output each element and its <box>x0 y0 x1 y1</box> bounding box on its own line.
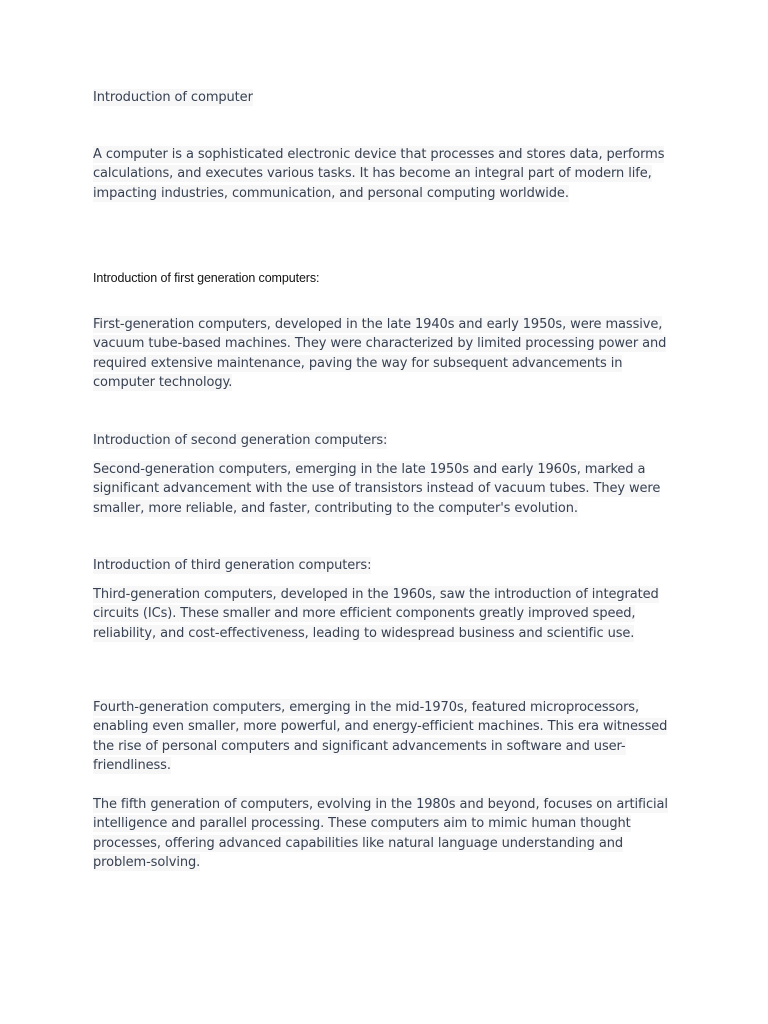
second-generation-paragraph-text: Second-generation computers, emerging in the late 1950s and early 1960s, marked a significant advancement with the use of transistors instead of vacuum tubes. They were smaller, more reliable, and faster, contributing to the computer's evolution. <box>93 462 661 516</box>
fourth-generation-paragraph <box>93 698 678 776</box>
third-generation-heading-text: Introduction of third generation computers: <box>93 558 372 573</box>
intro-paragraph-text: A computer is a sophisticated electronic device that processes and stores data, performs calculations, and executes various tasks. It has become an integral part of modern life, impacting industries, communication, and personal computing worldwide. <box>93 147 665 201</box>
third-generation-paragraph <box>93 585 678 643</box>
document-title-text: Introduction of computer <box>93 90 253 105</box>
second-generation-heading-text: Introduction of second generation computers: <box>93 433 388 448</box>
fourth-generation-paragraph-text: Fourth-generation computers, emerging in the mid-1970s, featured microprocessors, enabling even smaller, more powerful, and energy-efficient machines. This era witnessed the rise of personal computers and significant advancements in software and user-friendliness. <box>93 700 668 774</box>
first-generation-paragraph-text: First-generation computers, developed in the late 1940s and early 1950s, were massive, vacuum tube-based machines. They were characterized by limited processing power and required extensive maintenance, paving the way for subsequent advancements in computer technology. <box>93 317 667 391</box>
fifth-generation-paragraph <box>93 795 678 873</box>
intro-paragraph <box>93 145 678 203</box>
first-generation-heading: Introduction of first generation computers: <box>93 271 320 285</box>
fifth-generation-paragraph-text: The fifth generation of computers, evolving in the 1980s and beyond, focuses on artificial intelligence and parallel processing. These computers aim to mimic human thought processes, offering advanced capabilities like natural language understanding and problem-solving. <box>93 797 668 871</box>
third-generation-heading <box>93 556 678 575</box>
second-generation-heading <box>93 431 678 450</box>
third-generation-paragraph-text: Third-generation computers, developed in the 1960s, saw the introduction of integrated circuits (ICs). These smaller and more efficient components greatly improved speed, reliability, and cost-effectiveness, leading to widespread business and scientific use. <box>93 587 659 641</box>
second-generation-paragraph <box>93 460 678 518</box>
document-title <box>93 88 678 107</box>
first-generation-paragraph <box>93 315 678 393</box>
